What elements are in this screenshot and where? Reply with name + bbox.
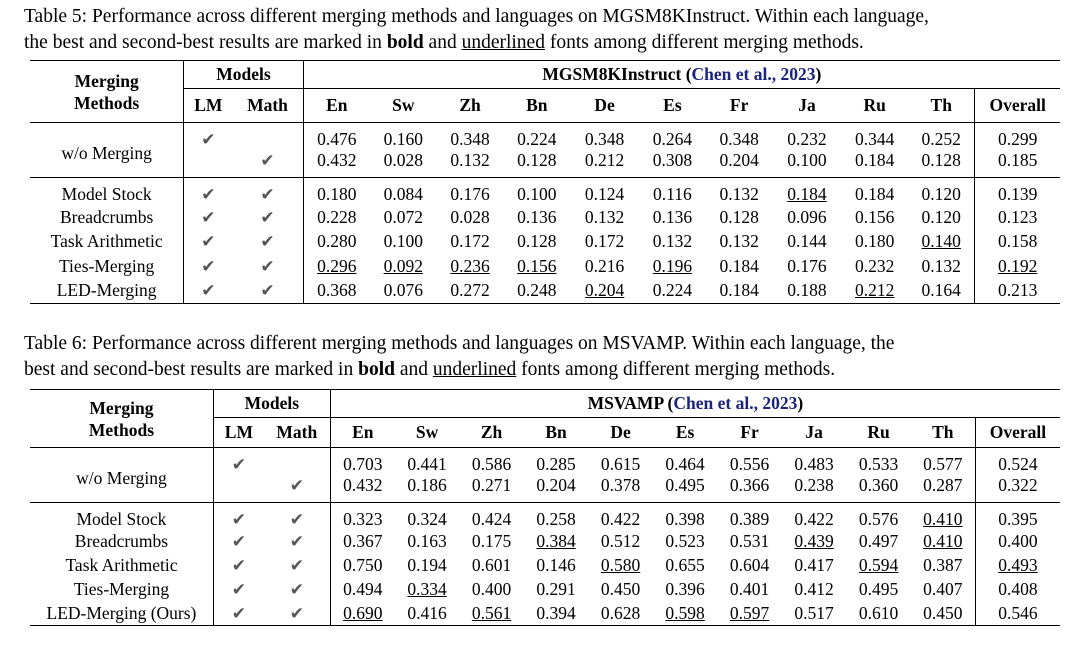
value-cell: 0.132 — [652, 231, 693, 252]
value-cell: 0.224 — [652, 280, 693, 300]
lm-cell — [184, 150, 233, 178]
value-cell: 0.132 — [719, 184, 759, 204]
overall-cell: 0.395 — [975, 503, 1060, 531]
value-cell: 0.450 — [600, 578, 641, 599]
overall-cell: 0.299 — [975, 123, 1060, 151]
value-cell: 0.084 — [383, 184, 423, 204]
models-header: Models — [213, 390, 330, 418]
caption-line2-pre: best and second-best results are marked in — [24, 359, 359, 380]
value-cell: 0.132 — [584, 206, 625, 227]
value-cell: 0.287 — [923, 475, 963, 495]
check-mark-icon: ✔ — [201, 256, 216, 276]
value-cell: 0.308 — [652, 150, 693, 170]
dataset-header: MSVAMP (Chen et al., 2023) — [587, 393, 804, 413]
value-cell: 0.396 — [665, 578, 705, 599]
value-cell: 0.096 — [787, 206, 827, 227]
value-cell: 0.432 — [317, 150, 357, 170]
value-cell: 0.424 — [471, 509, 512, 529]
overall-cell: 0.322 — [975, 475, 1060, 503]
table-row — [30, 178, 1060, 206]
lm-cell — [213, 448, 263, 476]
caption-line2-post: fonts among different merging methods. — [516, 359, 836, 380]
value-cell: 0.417 — [794, 555, 834, 576]
method-name: LED-Merging — [30, 279, 184, 304]
lang-header-zh: Zh — [459, 95, 481, 115]
lm-cell — [213, 578, 263, 602]
value-cell: 0.120 — [921, 206, 961, 227]
value-cell: 0.164 — [921, 280, 961, 300]
lm-cell — [213, 530, 263, 554]
value-cell: 0.398 — [665, 509, 705, 529]
value-cell: 0.264 — [652, 129, 693, 149]
value-cell: 0.236 — [450, 255, 490, 276]
value-cell: 0.401 — [729, 578, 770, 599]
table-row — [30, 448, 1060, 476]
value-cell: 0.348 — [450, 129, 490, 149]
table5-caption — [24, 4, 1064, 56]
value-cell: 0.184 — [787, 184, 827, 204]
value-cell: 0.389 — [729, 509, 770, 529]
table6-caption — [24, 331, 1064, 383]
value-cell: 0.180 — [317, 184, 357, 204]
check-mark-icon: ✔ — [231, 556, 246, 576]
value-cell: 0.271 — [471, 475, 512, 495]
math-cell — [232, 205, 303, 230]
value-cell: 0.360 — [858, 475, 899, 495]
method-name: Model Stock — [30, 178, 184, 206]
value-cell: 0.400 — [471, 578, 512, 599]
overall-cell: 0.192 — [975, 254, 1060, 279]
math-cell — [264, 601, 331, 625]
value-cell: 0.368 — [317, 280, 357, 300]
value-cell: 0.076 — [383, 280, 423, 300]
lang-header-zh: Zh — [480, 422, 503, 442]
overall-cell: 0.400 — [975, 530, 1060, 554]
lang-header-fr: Fr — [740, 422, 759, 442]
caption-bold-word: bold — [386, 32, 424, 53]
table-row — [30, 205, 1060, 230]
citation-link[interactable]: Chen et al., 2023 — [673, 393, 798, 413]
check-mark-icon: ✔ — [231, 455, 246, 474]
value-cell: 0.128 — [921, 150, 961, 170]
table-row — [30, 601, 1060, 625]
value-cell: 0.750 — [343, 555, 383, 576]
value-cell: 0.144 — [787, 231, 827, 252]
math-cell — [264, 530, 331, 554]
lm-cell — [184, 178, 233, 206]
caption-bold-word: bold — [358, 359, 395, 380]
value-cell: 0.136 — [517, 206, 557, 227]
value-cell: 0.439 — [794, 531, 834, 552]
lang-header-ru: Ru — [863, 95, 886, 115]
value-cell: 0.598 — [665, 602, 705, 623]
value-cell: 0.252 — [921, 129, 961, 149]
math-cell — [232, 123, 303, 151]
value-cell: 0.410 — [923, 509, 963, 529]
math-header: Math — [232, 89, 303, 123]
math-cell — [264, 448, 331, 476]
method-name: LED-Merging (Ours) — [30, 601, 213, 625]
value-cell: 0.348 — [719, 129, 759, 149]
lang-header-bn: Bn — [526, 95, 548, 115]
value-cell: 0.232 — [787, 129, 827, 149]
value-cell: 0.272 — [450, 280, 490, 300]
lang-header-bn: Bn — [545, 422, 567, 442]
method-name: Task Arithmetic — [30, 230, 184, 255]
value-cell: 0.556 — [729, 454, 770, 474]
lang-header-de: De — [594, 95, 615, 115]
value-cell: 0.228 — [317, 206, 357, 227]
lm-cell — [213, 554, 263, 578]
value-cell: 0.132 — [921, 255, 961, 276]
merging-methods-header: Merging Methods — [30, 390, 213, 448]
table6 — [30, 389, 1060, 626]
value-cell: 0.196 — [652, 255, 693, 276]
check-mark-icon: ✔ — [201, 281, 216, 300]
value-cell: 0.464 — [665, 454, 705, 474]
lang-header-th: Th — [932, 422, 954, 442]
method-name: Breadcrumbs — [30, 530, 213, 554]
lang-header-fr: Fr — [729, 95, 749, 115]
caption-line1: Performance across different merging methods and languages on MGSM8KInstruct. Within each language, — [91, 6, 929, 27]
value-cell: 0.285 — [536, 454, 576, 474]
value-cell: 0.212 — [584, 150, 625, 170]
value-cell: 0.366 — [729, 475, 770, 495]
math-header: Math — [264, 418, 331, 448]
value-cell: 0.323 — [343, 509, 383, 529]
value-cell: 0.531 — [729, 531, 770, 552]
dataset-header: MGSM8KInstruct (Chen et al., 2023) — [542, 64, 822, 84]
value-cell: 0.280 — [317, 231, 357, 252]
value-cell: 0.156 — [855, 206, 895, 227]
method-name: Ties-Merging — [30, 578, 213, 602]
value-cell: 0.655 — [665, 555, 705, 576]
value-cell: 0.184 — [719, 280, 759, 300]
table5-methods — [30, 178, 1060, 304]
value-cell: 0.601 — [471, 555, 512, 576]
table5-wo-merging — [30, 123, 1060, 178]
caption-line2-post: fonts among different merging methods. — [544, 32, 864, 53]
caption-label: Table 6: — [24, 333, 88, 354]
value-cell: 0.184 — [855, 184, 895, 204]
math-cell — [232, 279, 303, 304]
value-cell: 0.100 — [787, 150, 827, 170]
value-cell: 0.163 — [407, 531, 447, 552]
math-cell — [264, 475, 331, 503]
table-row — [30, 530, 1060, 554]
value-cell: 0.146 — [536, 555, 576, 576]
check-mark-icon: ✔ — [201, 232, 216, 252]
value-cell: 0.533 — [858, 454, 899, 474]
value-cell: 0.172 — [584, 231, 625, 252]
lm-cell — [184, 230, 233, 255]
check-mark-icon: ✔ — [201, 185, 216, 204]
value-cell: 0.597 — [729, 602, 770, 623]
table-row — [30, 150, 1060, 178]
check-mark-icon: ✔ — [231, 510, 246, 529]
value-cell: 0.100 — [383, 231, 423, 252]
math-cell — [232, 178, 303, 206]
table-row — [30, 554, 1060, 578]
method-name: Ties-Merging — [30, 254, 184, 279]
method-name: Model Stock — [30, 503, 213, 531]
method-name: Task Arithmetic — [30, 554, 213, 578]
value-cell: 0.334 — [407, 578, 447, 599]
check-mark-icon: ✔ — [289, 510, 304, 529]
value-cell: 0.028 — [383, 150, 423, 170]
value-cell: 0.291 — [536, 578, 576, 599]
method-name: w/o Merging — [30, 448, 213, 503]
value-cell: 0.120 — [921, 184, 961, 204]
lang-header-en: En — [352, 422, 374, 442]
table-row — [30, 230, 1060, 255]
table5-subheader-row — [30, 89, 1060, 123]
table-row — [30, 254, 1060, 279]
value-cell: 0.238 — [794, 475, 834, 495]
check-mark-icon: ✔ — [201, 207, 216, 227]
check-mark-icon: ✔ — [260, 256, 275, 276]
value-cell: 0.628 — [600, 602, 641, 623]
check-mark-icon: ✔ — [260, 207, 275, 227]
value-cell: 0.204 — [584, 280, 625, 300]
value-cell: 0.248 — [517, 280, 557, 300]
lang-header-sw: Sw — [392, 95, 415, 115]
lm-header: LM — [194, 95, 223, 115]
value-cell: 0.128 — [517, 231, 557, 252]
overall-cell: 0.123 — [975, 205, 1060, 230]
overall-cell: 0.185 — [975, 150, 1060, 178]
overall-cell: 0.524 — [975, 448, 1060, 476]
value-cell: 0.412 — [794, 578, 834, 599]
value-cell: 0.410 — [923, 531, 963, 552]
value-cell: 0.378 — [600, 475, 641, 495]
table-row — [30, 503, 1060, 531]
table-row — [30, 279, 1060, 304]
lang-header-ja: Ja — [805, 422, 823, 442]
value-cell: 0.258 — [536, 509, 576, 529]
caption-and-word: and — [423, 32, 462, 53]
value-cell: 0.441 — [407, 454, 447, 474]
value-cell: 0.176 — [787, 255, 827, 276]
lang-header-de: De — [610, 422, 631, 442]
math-cell — [232, 150, 303, 178]
table-row — [30, 123, 1060, 151]
value-cell: 0.132 — [719, 231, 759, 252]
value-cell: 0.348 — [584, 129, 625, 149]
value-cell: 0.212 — [855, 280, 895, 300]
value-cell: 0.407 — [923, 578, 963, 599]
value-cell: 0.495 — [665, 475, 705, 495]
check-mark-icon: ✔ — [231, 603, 246, 623]
value-cell: 0.690 — [343, 602, 383, 623]
check-mark-icon: ✔ — [260, 151, 275, 170]
overall-cell: 0.213 — [975, 279, 1060, 304]
overall-cell: 0.408 — [975, 578, 1060, 602]
overall-header: Overall — [975, 418, 1060, 448]
lang-header-ja: Ja — [798, 95, 816, 115]
value-cell: 0.128 — [517, 150, 557, 170]
caption-and-word: and — [394, 359, 433, 380]
value-cell: 0.188 — [787, 280, 827, 300]
value-cell: 0.296 — [317, 255, 357, 276]
check-mark-icon: ✔ — [260, 281, 275, 300]
lm-cell — [213, 503, 263, 531]
value-cell: 0.216 — [584, 255, 625, 276]
value-cell: 0.416 — [407, 602, 447, 623]
check-mark-icon: ✔ — [260, 185, 275, 204]
value-cell: 0.194 — [407, 555, 447, 576]
value-cell: 0.132 — [450, 150, 490, 170]
value-cell: 0.116 — [653, 184, 692, 204]
overall-cell: 0.493 — [975, 554, 1060, 578]
caption-underline-word: underlined — [432, 359, 517, 380]
citation-link[interactable]: Chen et al., 2023 — [691, 64, 816, 84]
value-cell: 0.186 — [407, 475, 447, 495]
value-cell: 0.476 — [317, 129, 357, 149]
value-cell: 0.615 — [600, 454, 641, 474]
table-row — [30, 578, 1060, 602]
value-cell: 0.232 — [855, 255, 895, 276]
value-cell: 0.140 — [921, 231, 961, 252]
caption-underline-word: underlined — [461, 32, 545, 53]
value-cell: 0.422 — [600, 509, 641, 529]
value-cell: 0.512 — [600, 531, 641, 552]
value-cell: 0.204 — [536, 475, 576, 495]
value-cell: 0.483 — [794, 454, 834, 474]
math-cell — [232, 254, 303, 279]
table6-methods — [30, 503, 1060, 626]
value-cell: 0.176 — [450, 184, 490, 204]
value-cell: 0.577 — [923, 454, 963, 474]
method-name: w/o Merging — [30, 123, 184, 178]
value-cell: 0.072 — [383, 206, 423, 227]
caption-line1: Performance across different merging methods and languages on MSVAMP. Within each language, the — [91, 333, 895, 354]
value-cell: 0.124 — [584, 184, 625, 204]
value-cell: 0.604 — [729, 555, 770, 576]
lm-cell — [184, 254, 233, 279]
value-cell: 0.344 — [855, 129, 895, 149]
value-cell: 0.422 — [794, 509, 834, 529]
value-cell: 0.394 — [536, 602, 576, 623]
value-cell: 0.384 — [536, 531, 576, 552]
value-cell: 0.224 — [517, 129, 557, 149]
value-cell: 0.450 — [923, 602, 963, 623]
caption-line2-pre: the best and second-best results are marked in — [24, 32, 387, 53]
value-cell: 0.175 — [471, 531, 512, 552]
check-mark-icon: ✔ — [231, 532, 246, 552]
models-header: Models — [184, 61, 303, 89]
lm-cell — [184, 205, 233, 230]
value-cell: 0.136 — [652, 206, 693, 227]
value-cell: 0.495 — [858, 578, 899, 599]
value-cell: 0.184 — [855, 150, 895, 170]
value-cell: 0.432 — [343, 475, 383, 495]
value-cell: 0.184 — [719, 255, 759, 276]
lang-header-th: Th — [930, 95, 952, 115]
check-mark-icon: ✔ — [289, 532, 304, 552]
merging-methods-header: Merging Methods — [30, 61, 184, 123]
overall-header: Overall — [975, 89, 1060, 123]
value-cell: 0.028 — [450, 206, 490, 227]
value-cell: 0.594 — [858, 555, 899, 576]
value-cell: 0.576 — [858, 509, 899, 529]
check-mark-icon: ✔ — [289, 556, 304, 576]
math-cell — [232, 230, 303, 255]
lang-header-sw: Sw — [415, 422, 439, 442]
value-cell: 0.172 — [450, 231, 490, 252]
lm-cell — [184, 123, 233, 151]
check-mark-icon: ✔ — [231, 579, 246, 599]
lm-cell — [213, 475, 263, 503]
value-cell: 0.703 — [343, 454, 383, 474]
lm-cell — [213, 601, 263, 625]
check-mark-icon: ✔ — [289, 603, 304, 623]
overall-cell: 0.546 — [975, 601, 1060, 625]
overall-cell: 0.139 — [975, 178, 1060, 206]
lm-header: LM — [224, 422, 253, 442]
lang-header-es: Es — [675, 422, 695, 442]
lang-header-en: En — [326, 95, 348, 115]
value-cell: 0.580 — [600, 555, 641, 576]
check-mark-icon: ✔ — [201, 130, 216, 149]
value-cell: 0.180 — [855, 231, 895, 252]
math-cell — [264, 554, 331, 578]
value-cell: 0.517 — [794, 602, 834, 623]
table5 — [30, 60, 1060, 304]
value-cell: 0.387 — [923, 555, 963, 576]
value-cell: 0.523 — [665, 531, 705, 552]
value-cell: 0.160 — [383, 129, 423, 149]
value-cell: 0.100 — [517, 184, 557, 204]
value-cell: 0.610 — [858, 602, 899, 623]
lang-header-ru: Ru — [867, 422, 890, 442]
value-cell: 0.204 — [719, 150, 759, 170]
check-mark-icon: ✔ — [260, 232, 275, 252]
value-cell: 0.092 — [383, 255, 423, 276]
check-mark-icon: ✔ — [289, 476, 304, 495]
value-cell: 0.324 — [407, 509, 447, 529]
value-cell: 0.494 — [343, 578, 383, 599]
method-name: Breadcrumbs — [30, 205, 184, 230]
check-mark-icon: ✔ — [289, 579, 304, 599]
math-cell — [264, 578, 331, 602]
lang-header-es: Es — [663, 95, 682, 115]
value-cell: 0.586 — [471, 454, 512, 474]
lm-cell — [184, 279, 233, 304]
overall-cell: 0.158 — [975, 230, 1060, 255]
table6-wo-merging — [30, 448, 1060, 503]
value-cell: 0.156 — [517, 255, 557, 276]
value-cell: 0.367 — [343, 531, 383, 552]
value-cell: 0.497 — [858, 531, 899, 552]
caption-label: Table 5: — [24, 6, 88, 27]
value-cell: 0.128 — [719, 206, 759, 227]
value-cell: 0.561 — [471, 602, 512, 623]
math-cell — [264, 503, 331, 531]
